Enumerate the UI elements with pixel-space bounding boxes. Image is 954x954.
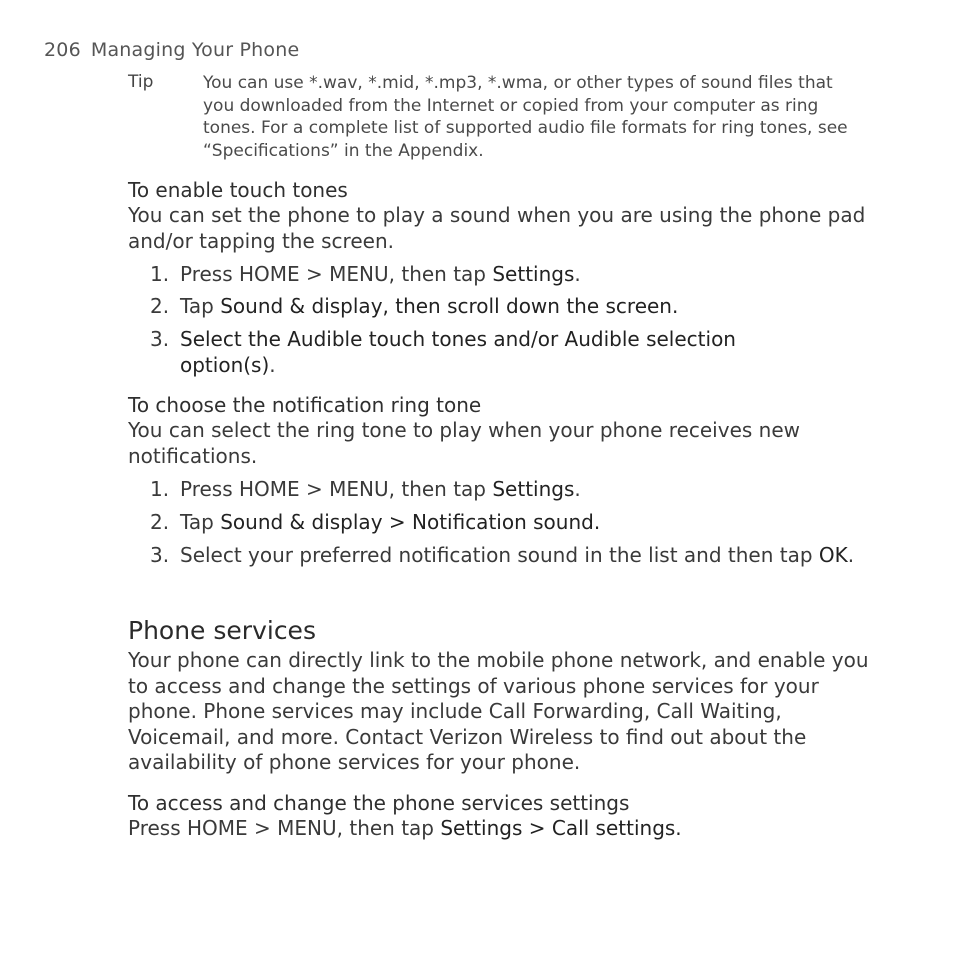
tip-text: You can use *.wav, *.mid, *.mp3, *.wma, or other types of sound files that you downloaded from the Internet or copied from your computer as ring tones. For a complete list of supported audio file formats for ring tones, see “Specifications” in the Appendix. (203, 73, 848, 161)
step-text: Tap (180, 510, 221, 534)
step-suffix: . (847, 543, 855, 567)
step-number: 1. (150, 262, 170, 286)
step-number: 1. (150, 477, 170, 501)
step-emphasis: OK (818, 543, 848, 567)
step-number: 3. (150, 327, 170, 351)
step-text: Press HOME > MENU, then tap (180, 262, 493, 286)
instruction-emphasis: Settings > Call settings. (440, 816, 682, 840)
page-header (44, 39, 299, 61)
page-number: 206 (44, 39, 81, 61)
notification-step-2 (150, 509, 870, 535)
step-emphasis: Settings (492, 477, 575, 501)
step-text: Tap (180, 294, 221, 318)
step-number: 2. (150, 510, 170, 534)
step-emphasis: Select the Audible touch tones and/or Audible selection option(s) (180, 327, 736, 377)
notification-step-3 (150, 542, 870, 568)
access-settings-heading: To access and change the phone services settings (128, 791, 630, 815)
step-emphasis: Sound & display, then scroll down the screen. (220, 294, 679, 318)
step-suffix: . (269, 353, 276, 377)
instruction-text: Press HOME > MENU, then tap (128, 816, 441, 840)
step-suffix: . (574, 262, 581, 286)
notification-step-1 (150, 476, 870, 502)
step-suffix: . (574, 477, 581, 501)
step-emphasis: Settings (492, 262, 575, 286)
touch-tones-heading: To enable touch tones (128, 178, 348, 202)
tip-label: Tip (128, 72, 154, 92)
touch-tones-step-2 (150, 293, 870, 319)
phone-services-intro: Your phone can directly link to the mobile phone network, and enable you to access and change the settings of various phone services for your phone. Phone services may include Call Forwarding, Call Waiting, Voicemail, and more. Contact Verizon Wireless to find out about the availability of phone services for your phone. (128, 648, 869, 774)
touch-tones-step-3 (150, 326, 790, 378)
chapter-title: Managing Your Phone (90, 39, 300, 61)
access-settings-instruction (128, 816, 868, 842)
step-emphasis: Sound & display > Notification sound. (220, 510, 601, 534)
step-text: Press HOME > MENU, then tap (180, 477, 493, 501)
notification-heading: To choose the notification ring tone (128, 393, 482, 417)
section-title-phone-services: Phone services (128, 616, 316, 645)
step-number: 3. (150, 543, 170, 567)
touch-tones-step-1 (150, 261, 870, 287)
notification-intro: You can select the ring tone to play when your phone receives new notifications. (128, 418, 800, 468)
step-number: 2. (150, 294, 170, 318)
touch-tones-intro: You can set the phone to play a sound when you are using the phone pad and/or tapping the screen. (128, 203, 866, 253)
step-text: Select your preferred notification sound in the list and then tap (180, 543, 819, 567)
